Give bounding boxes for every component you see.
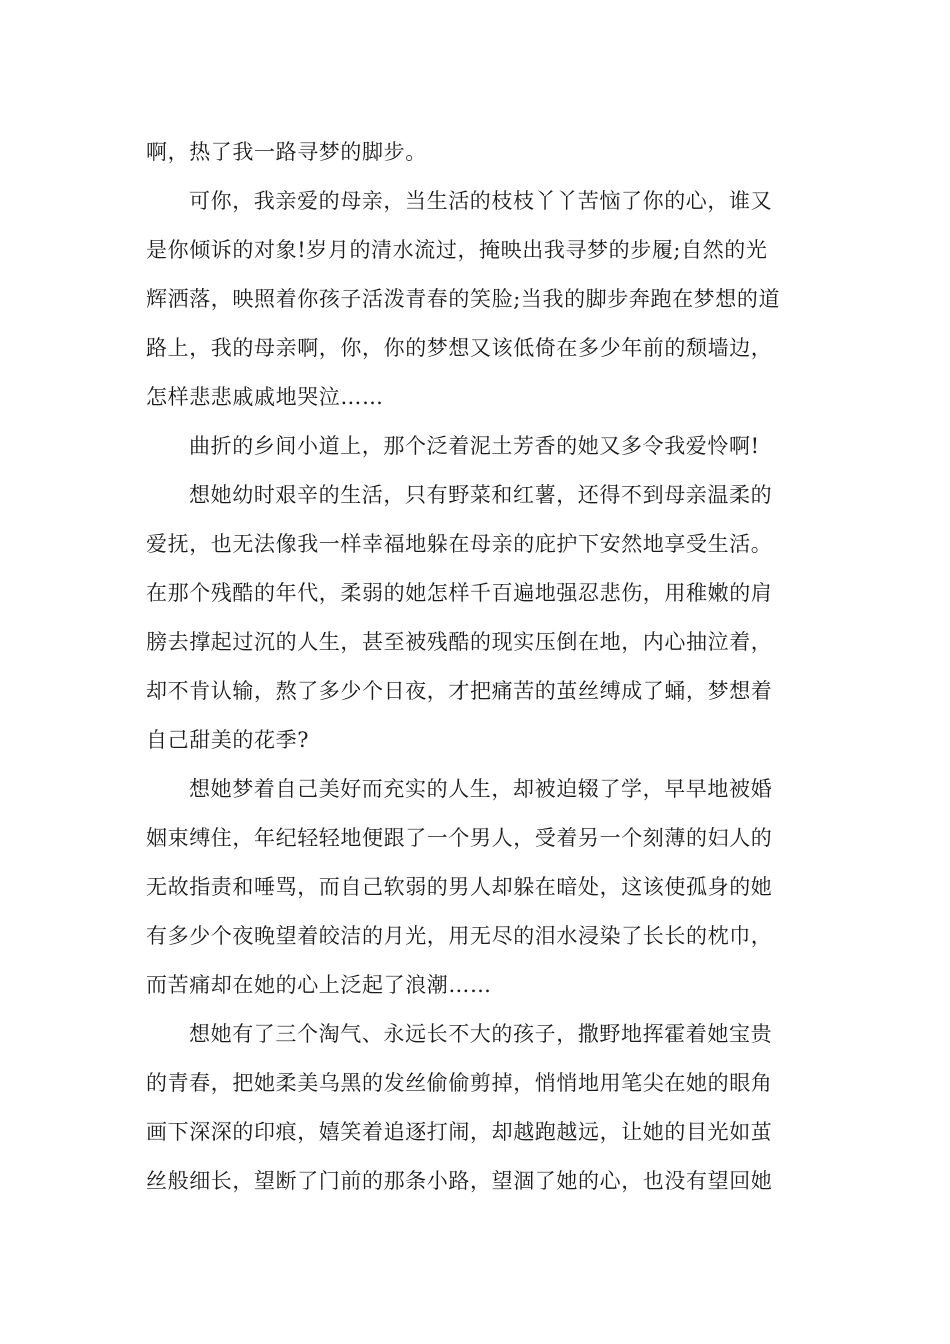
text-line: 啊，热了我一路寻梦的脚步。 [146, 140, 427, 164]
text-line: 膀去撑起过沉的人生，甚至被残酷的现实压倒在地，内心抽泣着， [146, 630, 773, 654]
text-line: 想她梦着自己美好而充实的人生，却被迫辍了学，早早地被婚 [189, 777, 773, 801]
text-line: 丝般细长，望断了门前的那条小路，望涸了她的心，也没有望回她 [146, 1169, 773, 1193]
text-line: 怎样悲悲戚戚地哭泣…… [146, 385, 384, 409]
text-line: 无故指责和唾骂，而自己软弱的男人却躲在暗处，这该使孤身的她 [146, 875, 773, 899]
text-line: 的青春，把她柔美乌黑的发丝偷偷剪掉，悄悄地用笔尖在她的眼角 [146, 1071, 773, 1095]
text-line: 在那个残酷的年代，柔弱的她怎样千百遍地强忍悲伤，用稚嫩的肩 [146, 581, 773, 605]
text-line: 爱抚，也无法像我一样幸福地躲在母亲的庇护下安然地享受生活。 [146, 532, 773, 556]
text-line: 而苦痛却在她的心上泛起了浪潮…… [146, 973, 492, 997]
text-line: 却不肯认输，熬了多少个日夜，才把痛苦的茧丝缚成了蛹，梦想着 [146, 679, 773, 703]
text-line: 是你倾诉的对象!岁月的清水流过，掩映出我寻梦的步履;自然的光 [146, 238, 768, 262]
text-line: 想她有了三个淘气、永远长不大的孩子，撒野地挥霍着她宝贵 [189, 1022, 773, 1046]
text-line: 想她幼时艰辛的生活，只有野菜和红薯，还得不到母亲温柔的 [189, 483, 773, 507]
body-text [146, 128, 826, 1206]
text-line: 姻束缚住，年纪轻轻地便跟了一个男人，受着另一个刻薄的妇人的 [146, 826, 773, 850]
text-line: 曲折的乡间小道上，那个泛着泥土芳香的她又多令我爱怜啊! [189, 434, 760, 458]
text-line: 可你，我亲爱的母亲，当生活的枝枝丫丫苦恼了你的心，谁又 [189, 189, 773, 213]
text-line: 自己甜美的花季? [146, 728, 310, 752]
text-line: 有多少个夜晚望着皎洁的月光，用无尽的泪水浸染了长长的枕巾， [146, 924, 773, 948]
text-line: 路上，我的母亲啊，你，你的梦想又该低倚在多少年前的颓墙边， [146, 336, 773, 360]
text-line: 辉洒落，映照着你孩子活泼青春的笑脸;当我的脚步奔跑在梦想的道 [146, 287, 781, 311]
text-line: 画下深深的印痕，嬉笑着追逐打闹，却越跑越远，让她的目光如茧 [146, 1120, 773, 1144]
